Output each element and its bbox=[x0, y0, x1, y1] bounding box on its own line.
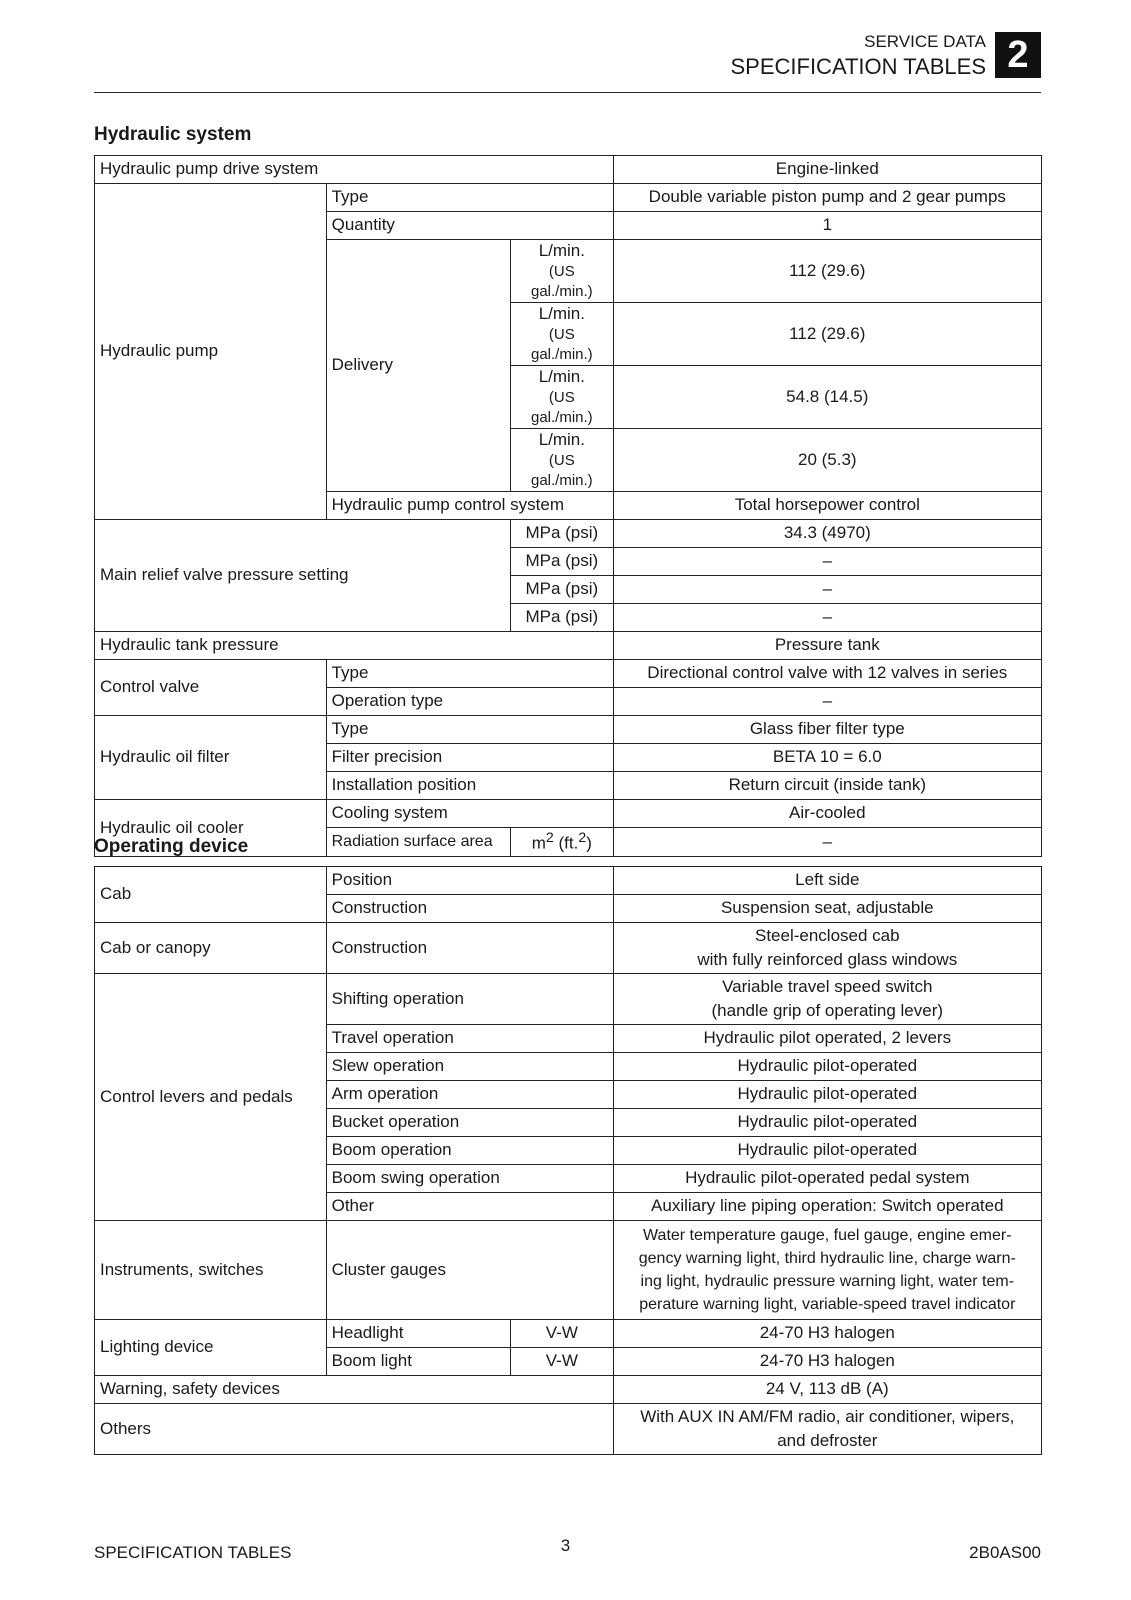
row-label: Slew operation bbox=[326, 1053, 613, 1081]
row-value: Auxiliary line piping operation: Switch operated bbox=[613, 1193, 1041, 1221]
group-label: Main relief valve pressure setting bbox=[95, 520, 511, 632]
document-code: 2B0AS00 bbox=[969, 1543, 1041, 1562]
chapter-badge: 2 bbox=[995, 32, 1041, 78]
row-value: – bbox=[613, 604, 1041, 632]
row-label: Other bbox=[326, 1193, 613, 1221]
unit-cell: MPa (psi) bbox=[511, 520, 614, 548]
row-label: Arm operation bbox=[326, 1081, 613, 1109]
table-row bbox=[95, 156, 1042, 184]
row-value bbox=[613, 1221, 1041, 1320]
group-label: Hydraulic pump bbox=[95, 184, 327, 520]
row-label: Cooling system bbox=[326, 800, 613, 828]
table-row bbox=[95, 1404, 1042, 1455]
group-label: Hydraulic oil filter bbox=[95, 716, 327, 800]
hydraulic-system-table bbox=[94, 155, 1042, 857]
value-line: gency warning light, third hydraulic line, charge warn- bbox=[638, 1249, 1016, 1267]
row-value: Hydraulic pilot-operated pedal system bbox=[613, 1165, 1041, 1193]
value-line: with fully reinforced glass windows bbox=[697, 950, 958, 969]
row-label: Warning, safety devices bbox=[95, 1376, 614, 1404]
row-label: Hydraulic tank pressure bbox=[95, 632, 614, 660]
table-row bbox=[95, 1221, 1042, 1320]
value-line: perature warning light, variable-speed travel indicator bbox=[639, 1296, 1016, 1314]
row-value: Double variable piston pump and 2 gear pumps bbox=[613, 184, 1041, 212]
row-value: Hydraulic pilot operated, 2 levers bbox=[613, 1025, 1041, 1053]
row-value: Directional control valve with 12 valves in series bbox=[613, 660, 1041, 688]
row-value: – bbox=[613, 576, 1041, 604]
row-value: 1 bbox=[613, 212, 1041, 240]
row-value: Total horsepower control bbox=[613, 492, 1041, 520]
row-value: 24-70 H3 halogen bbox=[613, 1320, 1041, 1348]
table-row bbox=[95, 1376, 1042, 1404]
unit-cell: MPa (psi) bbox=[511, 548, 614, 576]
row-label: Shifting operation bbox=[326, 974, 613, 1025]
row-value: 20 (5.3) bbox=[613, 429, 1041, 492]
row-value: Air-cooled bbox=[613, 800, 1041, 828]
row-label: Type bbox=[326, 716, 613, 744]
row-label: Boom swing operation bbox=[326, 1165, 613, 1193]
row-value: Engine-linked bbox=[613, 156, 1041, 184]
row-value bbox=[613, 923, 1041, 974]
row-label: Quantity bbox=[326, 212, 613, 240]
unit-text: (US gal./min.) bbox=[530, 452, 593, 489]
operating-device-table bbox=[94, 866, 1042, 1455]
row-label: Headlight bbox=[326, 1320, 510, 1348]
unit-text: L/min. bbox=[538, 430, 585, 449]
row-value: – bbox=[613, 548, 1041, 576]
page-number: 3 bbox=[560, 1536, 571, 1555]
group-label: Lighting device bbox=[95, 1320, 327, 1376]
unit-text: L/min. bbox=[538, 367, 585, 386]
table-row bbox=[95, 520, 1042, 548]
unit-cell bbox=[511, 429, 614, 492]
unit-text: m bbox=[531, 833, 546, 853]
superscript: 2 bbox=[545, 830, 554, 846]
row-label: Construction bbox=[326, 923, 613, 974]
row-value: Glass fiber filter type bbox=[613, 716, 1041, 744]
group-label: Hydraulic oil cooler bbox=[95, 800, 327, 857]
row-label: Radiation surface area bbox=[326, 828, 510, 857]
unit-cell bbox=[511, 240, 614, 303]
row-label: Type bbox=[326, 184, 613, 212]
table-row bbox=[95, 1320, 1042, 1348]
unit-cell: V-W bbox=[511, 1348, 614, 1376]
row-value: BETA 10 = 6.0 bbox=[613, 744, 1041, 772]
hydraulic-system-heading: Hydraulic system bbox=[94, 124, 252, 145]
table-row bbox=[95, 800, 1042, 828]
row-value: 34.3 (4970) bbox=[613, 520, 1041, 548]
unit-text: (US gal./min.) bbox=[530, 326, 593, 363]
row-label: Construction bbox=[326, 895, 613, 923]
row-label: Type bbox=[326, 660, 613, 688]
value-line: With AUX IN AM/FM radio, air conditioner, wipers, bbox=[640, 1406, 1015, 1426]
value-line: ing light, hydraulic pressure warning light, water tem- bbox=[640, 1273, 1015, 1290]
row-label: Hydraulic pump drive system bbox=[95, 156, 614, 184]
table-row bbox=[95, 867, 1042, 895]
header-title: SPECIFICATION TABLES bbox=[730, 54, 986, 79]
group-label: Control levers and pedals bbox=[95, 974, 327, 1221]
row-label: Delivery bbox=[326, 240, 510, 492]
unit-cell bbox=[511, 303, 614, 366]
table-row bbox=[95, 632, 1042, 660]
row-value: – bbox=[613, 828, 1041, 857]
row-value: 24-70 H3 halogen bbox=[613, 1348, 1041, 1376]
row-label: Boom light bbox=[326, 1348, 510, 1376]
row-value: 54.8 (14.5) bbox=[613, 366, 1041, 429]
row-label: Travel operation bbox=[326, 1025, 613, 1053]
table-row bbox=[95, 923, 1042, 974]
operating-device-heading: Operating device bbox=[94, 836, 249, 857]
row-value: Pressure tank bbox=[613, 632, 1041, 660]
footer-title: SPECIFICATION TABLES bbox=[94, 1543, 292, 1562]
header-section: SERVICE DATA bbox=[864, 32, 986, 51]
value-line: Variable travel speed switch bbox=[722, 976, 933, 996]
row-label: Hydraulic pump control system bbox=[326, 492, 613, 520]
unit-text: (US gal./min.) bbox=[530, 263, 593, 300]
row-label: Filter precision bbox=[326, 744, 613, 772]
unit-text: (ft. bbox=[553, 833, 579, 853]
row-value: Suspension seat, adjustable bbox=[613, 895, 1041, 923]
row-value: Return circuit (inside tank) bbox=[613, 772, 1041, 800]
row-label: Position bbox=[326, 867, 613, 895]
unit-cell: MPa (psi) bbox=[511, 604, 614, 632]
group-label: Control valve bbox=[95, 660, 327, 716]
value-line: Steel-enclosed cab bbox=[754, 925, 900, 945]
group-label: Cab bbox=[95, 867, 327, 923]
row-value: Left side bbox=[613, 867, 1041, 895]
unit-text: (US gal./min.) bbox=[530, 389, 593, 426]
row-value bbox=[613, 1404, 1041, 1455]
row-label: Installation position bbox=[326, 772, 613, 800]
unit-cell: MPa (psi) bbox=[511, 576, 614, 604]
superscript: 2 bbox=[578, 830, 587, 846]
row-value: 24 V, 113 dB (A) bbox=[613, 1376, 1041, 1404]
row-label: Bucket operation bbox=[326, 1109, 613, 1137]
row-label: Cluster gauges bbox=[326, 1221, 613, 1320]
unit-text: ) bbox=[586, 833, 592, 853]
unit-text: L/min. bbox=[538, 241, 585, 260]
page-header bbox=[94, 28, 1041, 93]
table-row bbox=[95, 184, 1042, 212]
value-line: and defroster bbox=[777, 1431, 878, 1450]
row-value: Hydraulic pilot-operated bbox=[613, 1109, 1041, 1137]
value-line: (handle grip of operating lever) bbox=[711, 1001, 944, 1020]
unit-cell bbox=[511, 366, 614, 429]
row-value: 112 (29.6) bbox=[613, 303, 1041, 366]
group-label: Cab or canopy bbox=[95, 923, 327, 974]
value-line: Water temperature gauge, fuel gauge, engine emer- bbox=[643, 1226, 1012, 1244]
unit-cell bbox=[511, 828, 614, 857]
row-value bbox=[613, 974, 1041, 1025]
row-value: Hydraulic pilot-operated bbox=[613, 1137, 1041, 1165]
unit-text: L/min. bbox=[538, 304, 585, 323]
row-label: Boom operation bbox=[326, 1137, 613, 1165]
row-value: Hydraulic pilot-operated bbox=[613, 1081, 1041, 1109]
unit-cell: V-W bbox=[511, 1320, 614, 1348]
row-label: Operation type bbox=[326, 688, 613, 716]
row-value: – bbox=[613, 688, 1041, 716]
group-label: Instruments, switches bbox=[95, 1221, 327, 1320]
row-value: 112 (29.6) bbox=[613, 240, 1041, 303]
row-label: Others bbox=[95, 1404, 614, 1455]
row-value: Hydraulic pilot-operated bbox=[613, 1053, 1041, 1081]
table-row bbox=[95, 716, 1042, 744]
table-row bbox=[95, 974, 1042, 1025]
table-row bbox=[95, 660, 1042, 688]
